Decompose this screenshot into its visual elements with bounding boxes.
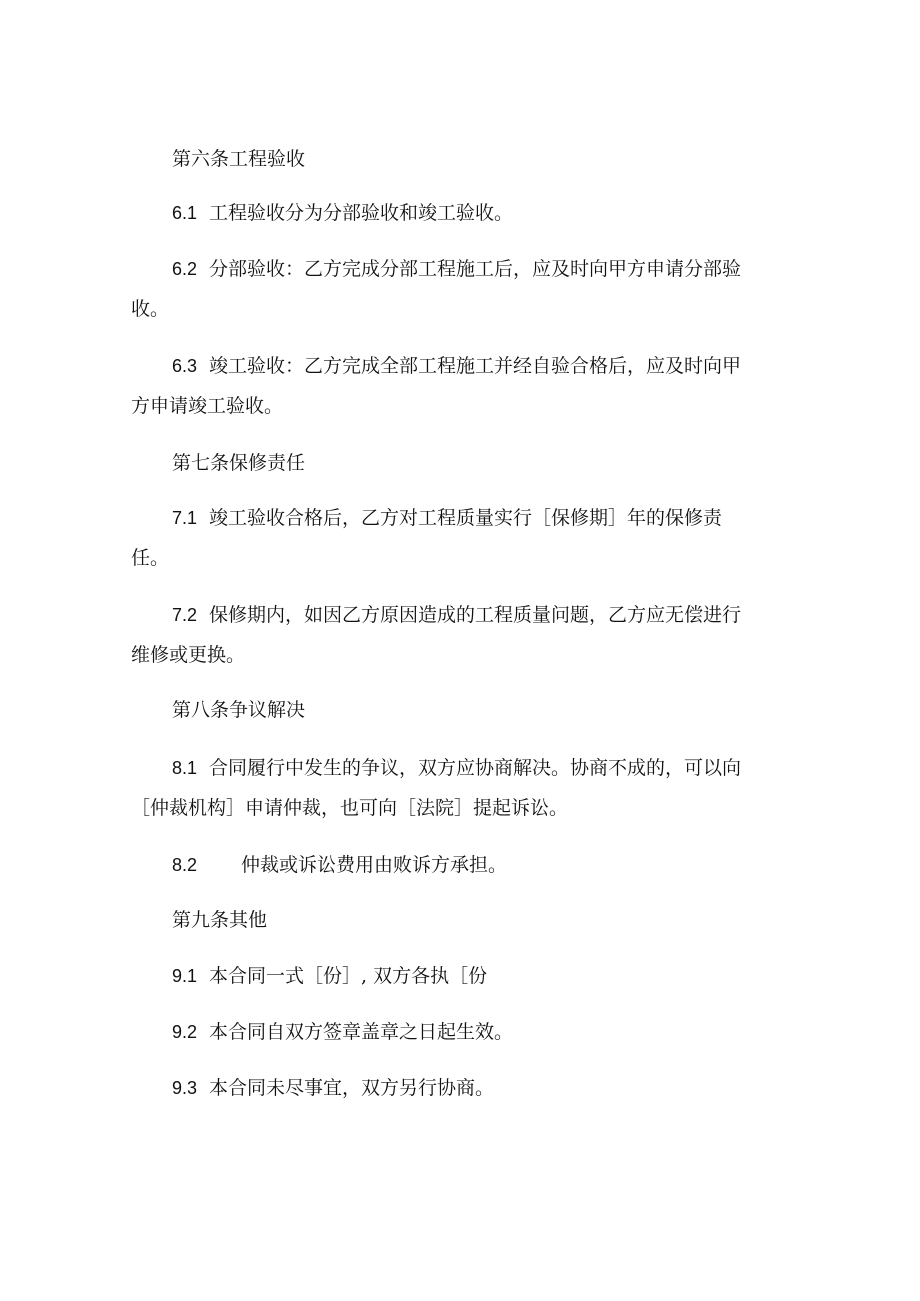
clause-text: 保修期内，如因乙方原因造成的工程质量问题，乙方应无偿进行 (209, 604, 742, 626)
clause-8-2 (172, 853, 507, 877)
clause-6-3-continued: 方申请竣工验收。 (131, 395, 284, 417)
clause-7-1-continued: 任。 (131, 547, 170, 569)
clause-number: 6.1 (172, 203, 198, 223)
clause-9-3 (172, 1076, 494, 1100)
clause-7-2 (172, 603, 741, 627)
section-7-title: 第七条保修责任 (172, 452, 306, 474)
clause-number: 7.1 (172, 508, 198, 528)
clause-6-2 (172, 257, 741, 281)
clause-number: 8.2 (172, 855, 198, 875)
clause-number: 6.2 (172, 259, 198, 279)
clause-text: 分部验收：乙方完成分部工程施工后，应及时向甲方申请分部验 (209, 258, 742, 280)
clause-number: 6.3 (172, 356, 198, 376)
clause-text: 工程验收分为分部验收和竣工验收。 (209, 202, 514, 224)
clause-8-1 (172, 756, 741, 780)
clause-number: 8.1 (172, 758, 198, 778)
clause-9-2 (172, 1020, 513, 1044)
clause-7-2-continued: 维修或更换。 (131, 644, 246, 666)
clause-7-1 (172, 506, 722, 530)
clause-number: 9.2 (172, 1022, 198, 1042)
clause-text: 本合同一式［份］, 双方各执［份 (209, 965, 488, 987)
clause-text: 竣工验收合格后，乙方对工程质量实行［保修期］年的保修责 (209, 507, 723, 529)
clause-text: 合同履行中发生的争议，双方应协商解决。协商不成的，可以向 (209, 757, 742, 779)
clause-text: 本合同未尽事宜，双方另行协商。 (209, 1077, 495, 1099)
clause-text: 仲裁或诉讼费用由败诉方承担。 (241, 854, 508, 876)
clause-text: 本合同自双方签章盖章之日起生效。 (209, 1021, 514, 1043)
section-8-title: 第八条争议解决 (172, 699, 306, 721)
clause-8-1-continued: ［仲裁机构］申请仲裁，也可向［法院］提起诉讼。 (131, 797, 569, 819)
section-9-title: 第九条其他 (172, 909, 268, 931)
clause-text: 竣工验收：乙方完成全部工程施工并经自验合格后，应及时向甲 (209, 355, 742, 377)
clause-6-2-continued: 收。 (131, 298, 170, 320)
clause-number: 9.3 (172, 1078, 198, 1098)
clause-number: 9.1 (172, 966, 198, 986)
clause-number: 7.2 (172, 605, 198, 625)
section-6-title: 第六条工程验收 (172, 148, 306, 170)
clause-6-1 (172, 201, 513, 225)
clause-6-3 (172, 354, 741, 378)
clause-9-1 (172, 964, 487, 988)
